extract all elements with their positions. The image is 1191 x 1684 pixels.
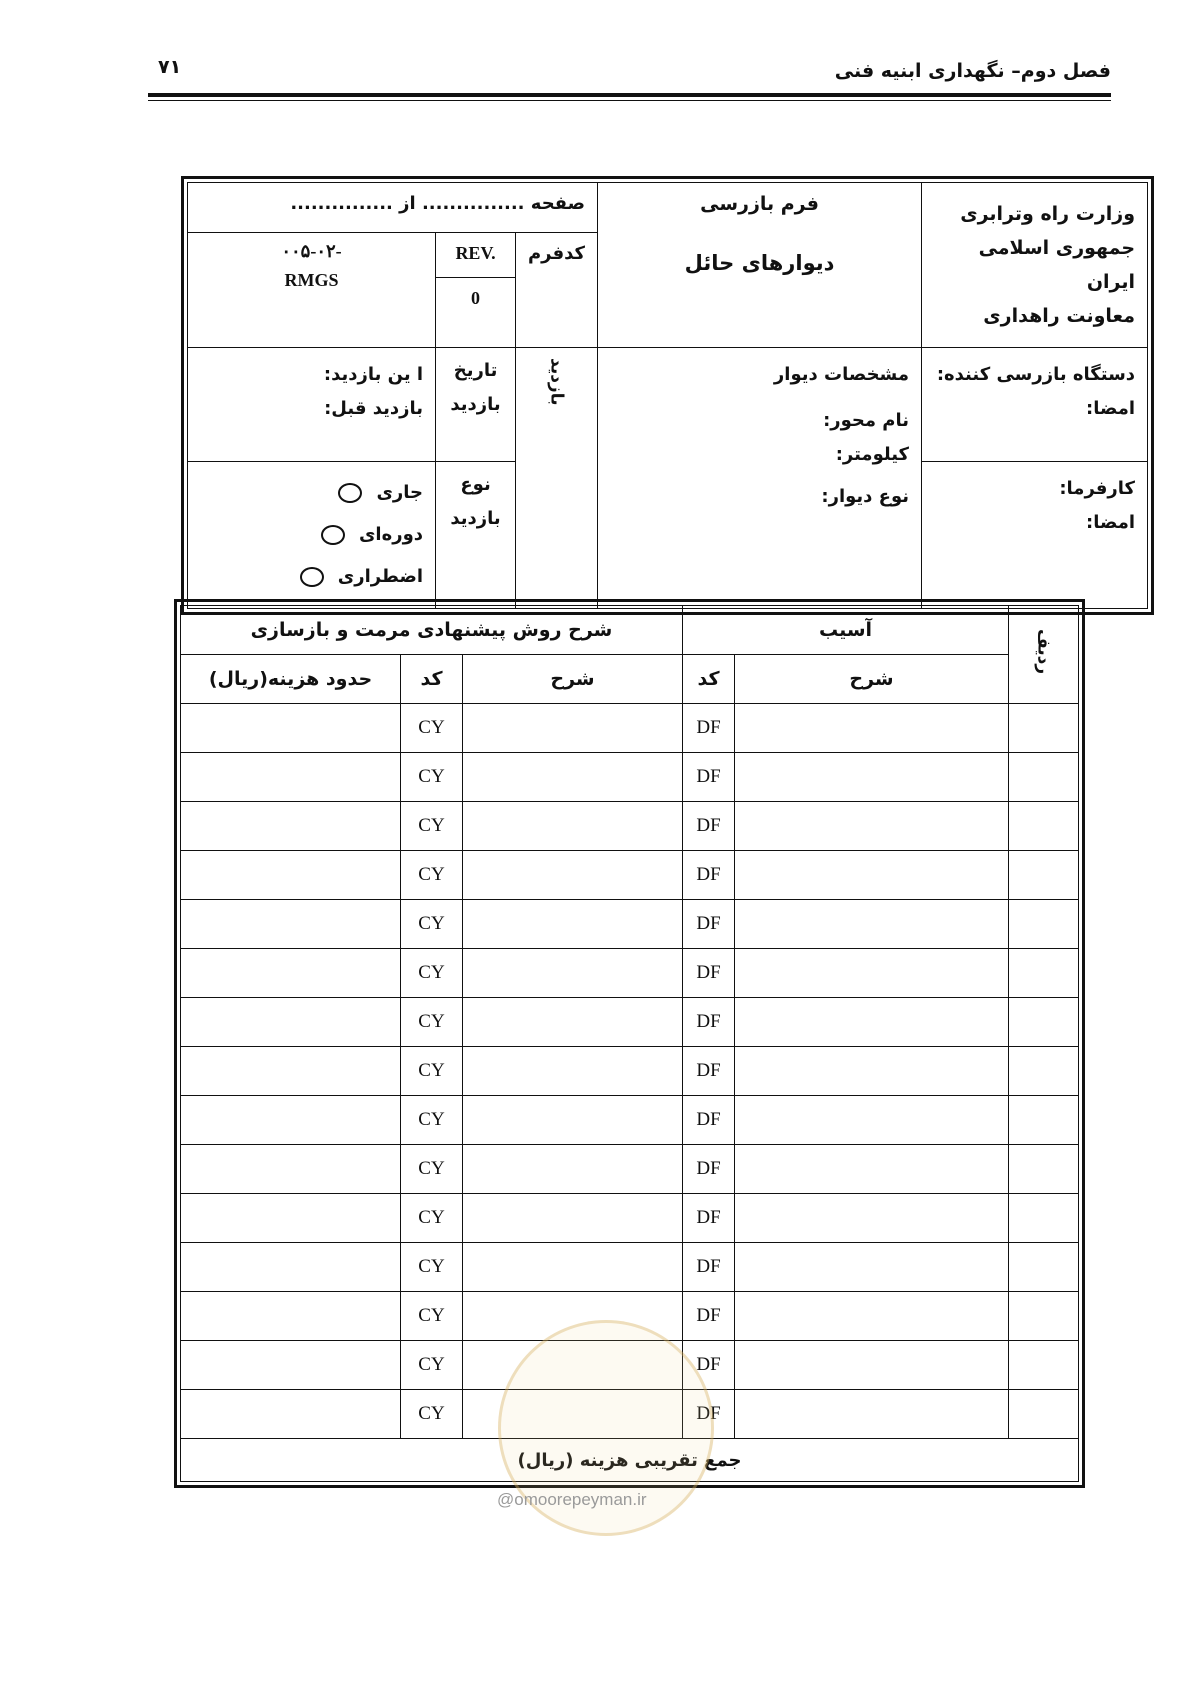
ministry-line-1: وزارت راه وترابری (960, 203, 1136, 225)
damage-code-cell: DF (683, 1341, 735, 1390)
repair-code-cell: CY (401, 1096, 463, 1145)
row-number-cell[interactable] (1009, 1145, 1079, 1194)
damage-desc-cell[interactable] (735, 949, 1009, 998)
option-periodic[interactable]: دوره‌ای (200, 514, 423, 556)
damage-desc-cell[interactable] (735, 1145, 1009, 1194)
row-number-cell[interactable] (1009, 1292, 1079, 1341)
axis-name-label: نام محور: (823, 410, 910, 431)
repair-code-cell: CY (401, 851, 463, 900)
wall-specs-cell (598, 348, 922, 609)
repair-code-cell: CY (401, 1292, 463, 1341)
cost-cell[interactable] (181, 1145, 401, 1194)
cost-cell[interactable] (181, 1341, 401, 1390)
damage-desc-cell[interactable] (735, 1047, 1009, 1096)
wall-specs-label: مشخصات دیوار (773, 364, 910, 385)
visit-dates-cell (188, 348, 436, 462)
cost-header: حدود هزینه(ریال) (181, 655, 401, 704)
damage-code-cell: DF (683, 851, 735, 900)
form-code-label: کدفرم (516, 233, 598, 348)
header-rule (148, 93, 1111, 97)
signature-1-label: امضا: (1086, 398, 1136, 419)
visit-vertical-label: بازدید (546, 358, 567, 406)
repair-code-cell: CY (401, 949, 463, 998)
damage-desc-cell[interactable] (735, 753, 1009, 802)
damage-desc-cell[interactable] (735, 1194, 1009, 1243)
cost-cell[interactable] (181, 1243, 401, 1292)
repair-desc-cell[interactable] (463, 704, 683, 753)
damage-code-cell: DF (683, 753, 735, 802)
table-row (181, 1194, 1079, 1243)
cost-cell[interactable] (181, 1194, 401, 1243)
repair-desc-cell[interactable] (463, 998, 683, 1047)
ministry-line-3: معاونت راهداری (983, 305, 1136, 327)
cost-cell[interactable] (181, 998, 401, 1047)
repair-code-cell: CY (401, 704, 463, 753)
row-number-cell[interactable] (1009, 998, 1079, 1047)
cost-cell[interactable] (181, 851, 401, 900)
row-number-cell[interactable] (1009, 1047, 1079, 1096)
table-row (181, 704, 1079, 753)
form-header-table (187, 182, 1148, 609)
table-row (181, 1047, 1079, 1096)
row-number-header: ردیف (1009, 606, 1079, 704)
damage-code-cell: DF (683, 1096, 735, 1145)
repair-desc-cell[interactable] (463, 1194, 683, 1243)
this-visit-label: ا ین بازدید: (323, 364, 424, 385)
page-counter: صفحه ............... از ............... (188, 183, 598, 233)
cost-cell[interactable] (181, 1047, 401, 1096)
form-type: فرم بازرسی (700, 193, 819, 215)
wall-type-label: نوع دیوار: (821, 486, 910, 507)
visit-type-header: نوع بازدید (436, 462, 516, 609)
repair-code-cell: CY (401, 1047, 463, 1096)
table-row (181, 1096, 1079, 1145)
table-row (181, 900, 1079, 949)
row-number-cell[interactable] (1009, 704, 1079, 753)
row-number-cell[interactable] (1009, 753, 1079, 802)
repair-method-header: شرح روش پیشنهادی مرمت و بازسازی (181, 606, 683, 655)
table-row (181, 949, 1079, 998)
table-row (181, 802, 1079, 851)
repair-desc-cell[interactable] (463, 851, 683, 900)
repair-code-cell: CY (401, 1194, 463, 1243)
ministry-line-2: جمهوری اسلامی ایران (978, 237, 1136, 293)
damage-code-cell: DF (683, 1047, 735, 1096)
option-current[interactable]: جاری (200, 472, 423, 514)
repair-code-cell: CY (401, 802, 463, 851)
chapter-title: فصل دوم– نگهداری ابنیه فنی (834, 60, 1111, 82)
damage-code-header: کد (683, 655, 735, 704)
cost-cell[interactable] (181, 1292, 401, 1341)
repair-desc-cell[interactable] (463, 1047, 683, 1096)
repair-code-header: کد (401, 655, 463, 704)
damage-code-cell: DF (683, 949, 735, 998)
employer-label: کارفرما: (1059, 478, 1136, 499)
ministry-block (922, 183, 1148, 348)
signature-2-label: امضا: (1086, 512, 1136, 533)
table-row (181, 998, 1079, 1047)
repair-code-cell: CY (401, 1243, 463, 1292)
repair-code-cell: CY (401, 753, 463, 802)
form-code: ۰۰۵-۰۲- RMGS (188, 233, 436, 348)
cost-cell[interactable] (181, 900, 401, 949)
repair-desc-cell[interactable] (463, 753, 683, 802)
watermark-text: @omoorepeyman.ir (497, 1490, 647, 1509)
radio-emergency[interactable] (300, 567, 324, 587)
radio-periodic[interactable] (321, 525, 345, 545)
damage-desc-cell[interactable] (735, 851, 1009, 900)
damage-code-cell: DF (683, 704, 735, 753)
damage-desc-cell[interactable] (735, 900, 1009, 949)
row-number-cell[interactable] (1009, 1243, 1079, 1292)
damage-code-cell: DF (683, 802, 735, 851)
total-cost-label: جمع تقریبی هزینه (ریال) (181, 1439, 1079, 1482)
repair-desc-cell[interactable] (463, 1096, 683, 1145)
repair-desc-cell[interactable] (463, 1243, 683, 1292)
damage-desc-cell[interactable] (735, 704, 1009, 753)
rev-value: 0 (471, 288, 481, 309)
damage-desc-cell[interactable] (735, 998, 1009, 1047)
damage-code-cell: DF (683, 1292, 735, 1341)
row-number-cell[interactable] (1009, 802, 1079, 851)
inspector-agency-cell (922, 348, 1148, 462)
cost-cell[interactable] (181, 704, 401, 753)
damage-header: آسیب (683, 606, 1009, 655)
damage-code-cell: DF (683, 1390, 735, 1439)
rev-cell (436, 233, 516, 348)
visit-date-header: تاریخ بازدید (436, 348, 516, 462)
row-number-cell[interactable] (1009, 1194, 1079, 1243)
page-number: ۷۱ (158, 56, 182, 78)
damage-desc-cell[interactable] (735, 1341, 1009, 1390)
radio-current[interactable] (338, 483, 362, 503)
visit-type-options (188, 462, 436, 609)
kilometer-label: کیلومتر: (835, 444, 910, 465)
table-row (181, 851, 1079, 900)
row-number-cell[interactable] (1009, 900, 1079, 949)
repair-code-cell: CY (401, 900, 463, 949)
damage-desc-header: شرح (735, 655, 1009, 704)
row-number-cell[interactable] (1009, 949, 1079, 998)
damage-code-cell: DF (683, 1145, 735, 1194)
inspector-agency-label: دستگاه بازرسی کننده: (936, 364, 1136, 385)
repair-code-cell: CY (401, 1390, 463, 1439)
repair-desc-cell[interactable] (463, 900, 683, 949)
row-number-cell[interactable] (1009, 851, 1079, 900)
repair-desc-cell[interactable] (463, 949, 683, 998)
damage-code-cell: DF (683, 1194, 735, 1243)
damage-desc-cell[interactable] (735, 1390, 1009, 1439)
repair-code-cell: CY (401, 998, 463, 1047)
damage-code-cell: DF (683, 900, 735, 949)
table-row (181, 1145, 1079, 1194)
row-number-cell[interactable] (1009, 1341, 1079, 1390)
damage-desc-cell[interactable] (735, 1292, 1009, 1341)
repair-desc-cell[interactable] (463, 1145, 683, 1194)
damage-desc-cell[interactable] (735, 1243, 1009, 1292)
cost-cell[interactable] (181, 753, 401, 802)
table-row (181, 1243, 1079, 1292)
row-number-cell[interactable] (1009, 1096, 1079, 1145)
previous-visit-label: بازدید قبل: (324, 398, 424, 419)
form-title-cell (598, 183, 922, 348)
damage-code-cell: DF (683, 1243, 735, 1292)
cost-cell[interactable] (181, 949, 401, 998)
repair-desc-header: شرح (463, 655, 683, 704)
form-name: دیوارهای حائل (684, 251, 835, 275)
header-rule-thin (148, 100, 1111, 101)
employer-cell (922, 462, 1148, 609)
option-emergency[interactable]: اضطراری (200, 556, 423, 598)
table-row (181, 753, 1079, 802)
rev-label: REV. (455, 243, 496, 264)
repair-code-cell: CY (401, 1145, 463, 1194)
visit-vertical-cell (516, 348, 598, 609)
cost-cell[interactable] (181, 1390, 401, 1439)
repair-desc-cell[interactable] (463, 802, 683, 851)
repair-code-cell: CY (401, 1341, 463, 1390)
row-number-cell[interactable] (1009, 1390, 1079, 1439)
damage-desc-cell[interactable] (735, 1096, 1009, 1145)
cost-cell[interactable] (181, 1096, 401, 1145)
damage-desc-cell[interactable] (735, 802, 1009, 851)
damage-code-cell: DF (683, 998, 735, 1047)
cost-cell[interactable] (181, 802, 401, 851)
